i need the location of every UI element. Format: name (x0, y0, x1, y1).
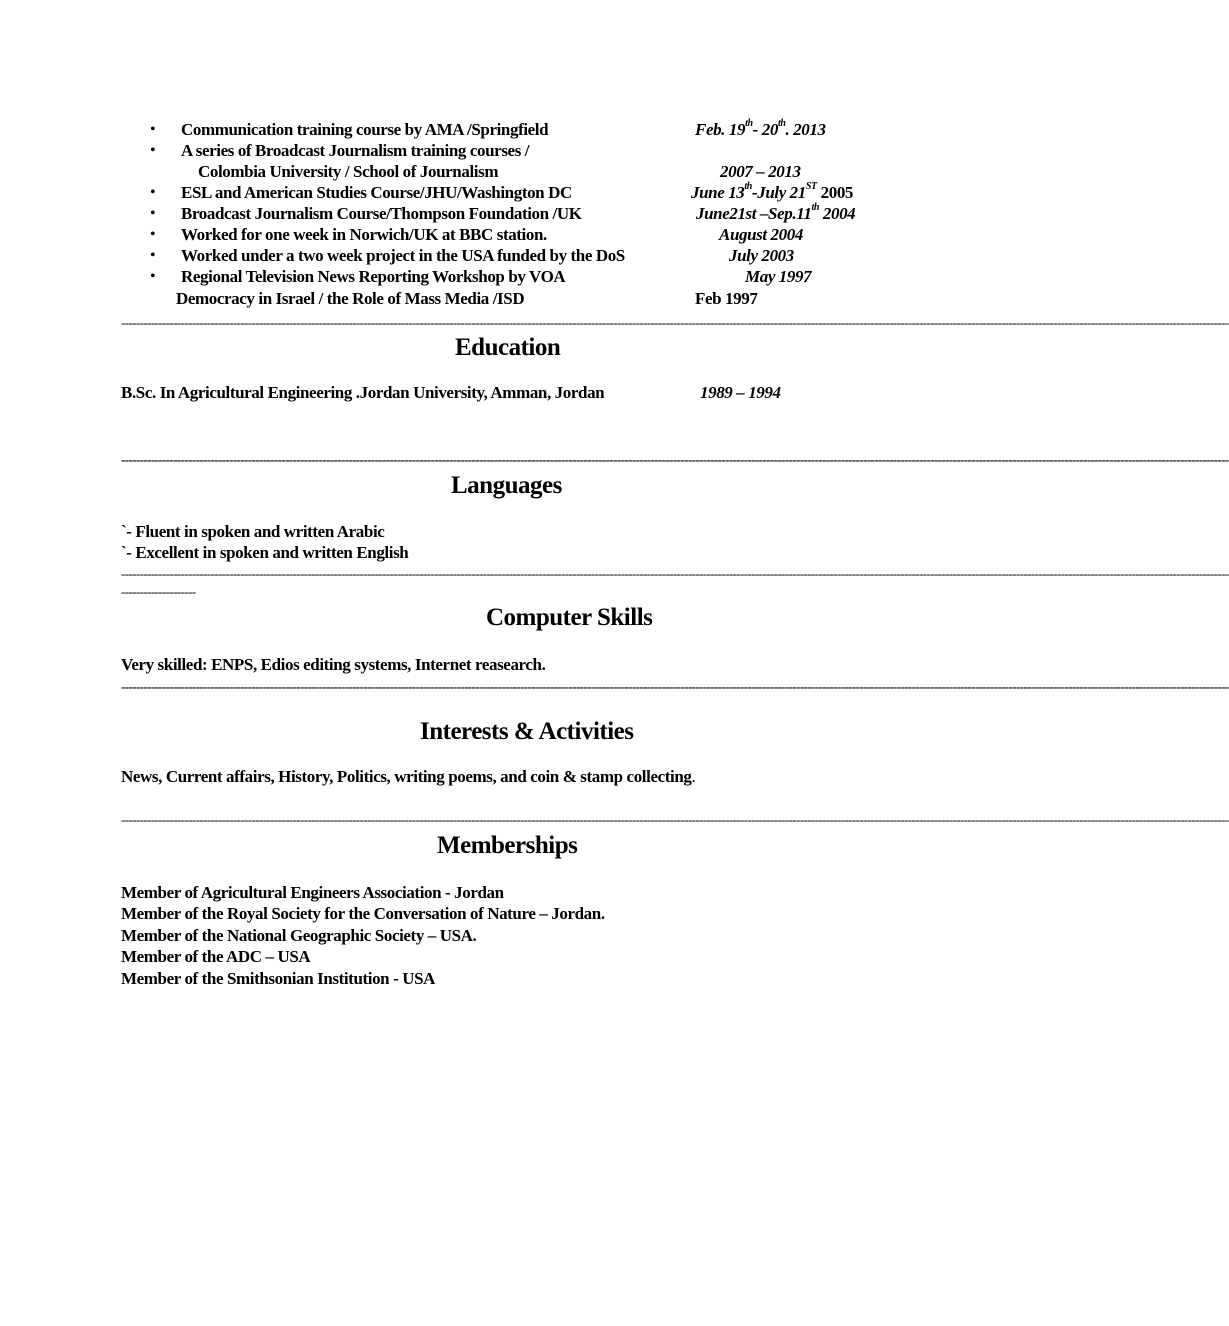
training-item: A series of Broadcast Journalism training courses / (181, 141, 530, 160)
membership-item: Member of the Royal Society for the Conversation of Nature – Jordan. (121, 904, 605, 923)
memberships-heading: Memberships (437, 832, 578, 859)
education-years: 1989 – 1994 (700, 383, 781, 402)
education-heading: Education (455, 334, 561, 361)
computer-skills-heading: Computer Skills (486, 604, 653, 631)
training-item: Regional Television News Reporting Workshop by VOA (181, 267, 566, 286)
training-item-extra: Democracy in Israel / the Role of Mass Media /ISD (176, 289, 525, 308)
training-item: ESL and American Studies Course/JHU/Washington DC (181, 183, 572, 202)
membership-item: Member of the ADC – USA (121, 947, 311, 966)
training-date: 2007 – 2013 (720, 162, 801, 181)
computer-skills-text: Very skilled: ENPS, Edios editing systems, Internet reasearch. (121, 655, 546, 674)
membership-item: Member of the Smithsonian Institution - USA (121, 969, 436, 988)
section-divider: --------------------------------------------------------------------------------------------------------------------------------------------------------------------------------------------------------------------------------------------------------------------------------------------------------- (121, 315, 1229, 330)
section-divider: --------------------------------------------------------------------------------------------------------------------------------------------------------------------------------------------------------------------------------------------------------------------------------------------------------- (121, 452, 1229, 467)
bullet: • (150, 268, 156, 285)
language-item: `- Fluent in spoken and written Arabic (121, 522, 385, 541)
languages-heading: Languages (451, 472, 562, 499)
training-date: June 13th-July 21ST 2005 (691, 181, 854, 202)
bullet: • (150, 226, 156, 243)
interests-text: News, Current affairs, History, Politics, writing poems, and coin & stamp collecting. (121, 767, 696, 786)
bullet: • (150, 142, 156, 159)
training-date: June21st –Sep.11th 2004 (696, 202, 856, 223)
training-date: July 2003 (729, 246, 794, 265)
section-divider: --------------------------------------------------------------------------------------------------------------------------------------------------------------------------------------------------------------------------------------------------------------------------------------------------------- (121, 566, 1229, 581)
section-divider: --------------------------------------------------------------------------------------------------------------------------------------------------------------------------------------------------------------------------------------------------------------------------------------------------------- (121, 812, 1229, 827)
training-date: August 2004 (719, 225, 803, 244)
education-entry: B.Sc. In Agricultural Engineering .Jordan University, Amman, Jordan (121, 383, 605, 402)
training-item: Worked under a two week project in the USA funded by the DoS (181, 246, 625, 265)
training-date: Feb. 19th- 20th. 2013 (695, 118, 826, 139)
section-divider-wrap: -------------------- (121, 584, 196, 599)
training-item: Worked for one week in Norwich/UK at BBC station. (181, 225, 547, 244)
training-date: May 1997 (745, 267, 812, 286)
language-item: `- Excellent in spoken and written English (121, 543, 409, 562)
training-item: Broadcast Journalism Course/Thompson Foundation /UK (181, 204, 582, 223)
membership-item: Member of Agricultural Engineers Association - Jordan (121, 883, 504, 902)
bullet: • (150, 205, 156, 222)
training-item: Communication training course by AMA /Springfield (181, 120, 549, 139)
membership-item: Member of the National Geographic Society – USA. (121, 926, 477, 945)
bullet: • (150, 184, 156, 201)
bullet: • (150, 121, 156, 138)
training-date: Feb 1997 (695, 289, 758, 308)
section-divider: --------------------------------------------------------------------------------------------------------------------------------------------------------------------------------------------------------------------------------------------------------------------------------------------------------- (121, 679, 1229, 694)
interests-heading: Interests & Activities (420, 718, 634, 745)
bullet: • (150, 247, 156, 264)
training-item-continuation: Colombia University / School of Journalism (198, 162, 499, 181)
